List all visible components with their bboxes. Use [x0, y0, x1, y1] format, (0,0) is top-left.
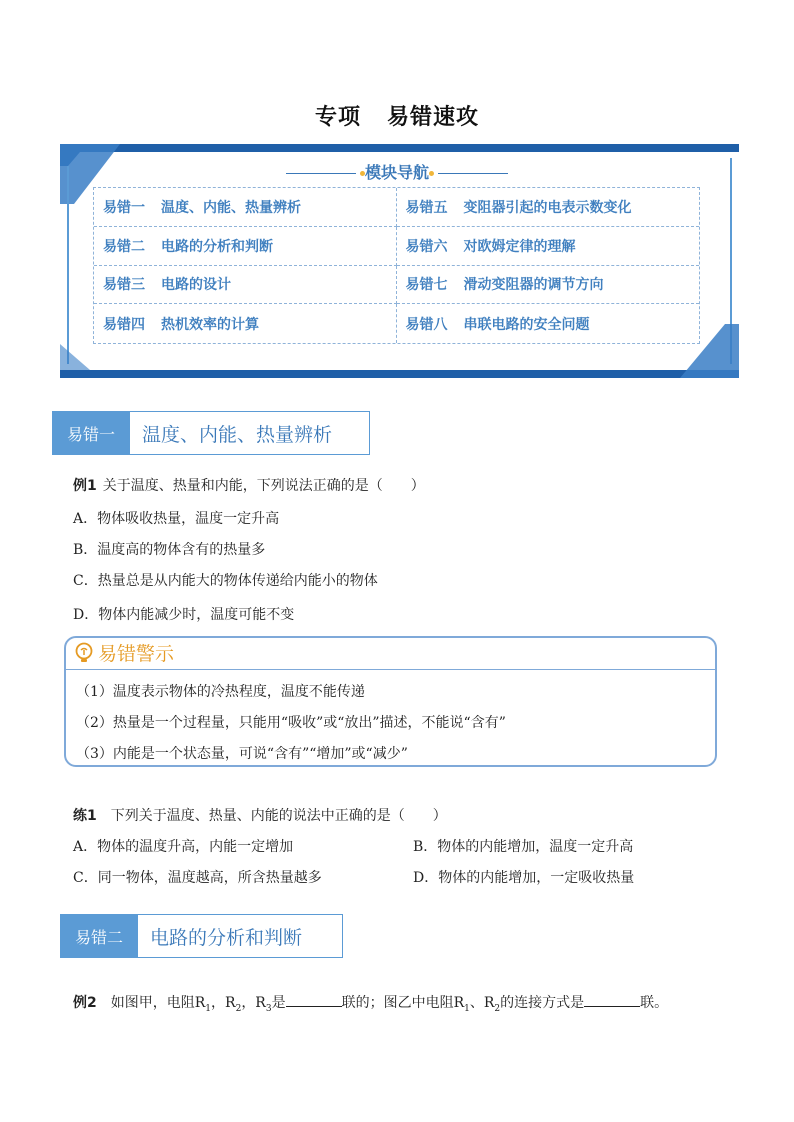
nav-item-text: 对欧姆定律的理解: [463, 238, 576, 255]
nav-item-5[interactable]: [397, 188, 700, 227]
nav-item-text: 热机效率的计算: [161, 316, 259, 333]
nav-heading-text: 模块导航: [364, 163, 429, 182]
nav-item-code: 易错六: [405, 238, 448, 255]
practice-option-c: C．同一物体，温度越高，所含热量越多: [73, 870, 322, 886]
nav-item-code: 易错八: [405, 316, 448, 333]
warning-line-2: （2）热量是一个过程量，只能用“吸收”或“放出”描述，不能说“含有”: [76, 715, 506, 731]
nav-item-3[interactable]: [94, 266, 397, 305]
q-text: ，R: [211, 995, 236, 1011]
title-right: 易错速攻: [387, 105, 480, 130]
q-text: ，R: [241, 995, 266, 1011]
section-tag: 易错一: [52, 411, 130, 455]
practice-1-question: [73, 805, 447, 825]
practice-label: 练1: [73, 808, 97, 824]
warning-line-1: （1）温度表示物体的冷热程度，温度不能传递: [76, 684, 365, 700]
q-text: 、R: [469, 995, 495, 1011]
nav-item-code: 易错五: [405, 199, 448, 216]
nav-item-text: 串联电路的安全问题: [463, 316, 590, 333]
practice-text: 下列关于温度、热量、内能的说法中正确的是（ ）: [110, 808, 447, 824]
warning-title: [74, 639, 174, 666]
option-b: B．温度高的物体含有的热量多: [73, 542, 266, 558]
example-1-question: [73, 475, 425, 495]
nav-heading: [0, 160, 794, 183]
warning-divider: [66, 669, 715, 670]
nav-table: [93, 187, 700, 344]
lightbulb-icon: [74, 642, 94, 664]
q-text: 联。: [640, 995, 669, 1011]
nav-item-7[interactable]: [397, 266, 700, 305]
answer-blank-1[interactable]: [286, 993, 342, 1007]
nav-item-4[interactable]: [94, 304, 397, 343]
q-text: 如图甲，电阻R: [110, 995, 206, 1011]
section-title: 电路的分析和判断: [138, 914, 343, 958]
example-label: 例1: [73, 478, 97, 494]
option-c: C．热量总是从内能大的物体传递给内能小的物体: [73, 573, 378, 589]
subscript: 1: [205, 1003, 212, 1014]
nav-item-code: 易错七: [405, 277, 448, 294]
nav-item-text: 温度、内能、热量辨析: [161, 199, 301, 216]
warning-line-3: （3）内能是一个状态量，可说“含有”“增加”或“减少”: [76, 746, 408, 762]
nav-item-6[interactable]: [397, 227, 700, 266]
title-left: 专项: [314, 105, 361, 130]
section-tag: 易错二: [60, 914, 138, 958]
example-2-question: [73, 992, 668, 1014]
question-text: 关于温度、热量和内能，下列说法正确的是（ ）: [102, 478, 425, 494]
nav-item-code: 易错二: [103, 238, 145, 255]
nav-item-text: 电路的分析和判断: [161, 238, 273, 255]
page-title: [0, 100, 794, 131]
nav-item-code: 易错三: [103, 277, 145, 294]
heading-line-left: [286, 173, 356, 174]
answer-blank-2[interactable]: [584, 993, 640, 1007]
example-label: 例2: [73, 995, 97, 1011]
subscript: 1: [464, 1003, 470, 1014]
q-text: 联的；图乙中电阻R: [341, 995, 465, 1011]
option-d: D．物体内能减少时，温度可能不变: [73, 607, 295, 623]
section-title: 温度、内能、热量辨析: [130, 411, 370, 455]
nav-item-code: 易错一: [103, 199, 145, 216]
practice-option-a: A．物体的温度升高，内能一定增加: [73, 839, 294, 855]
nav-item-text: 变阻器引起的电表示数变化: [463, 199, 632, 216]
nav-item-text: 滑动变阻器的调节方向: [463, 277, 604, 294]
subscript: 2: [235, 1003, 242, 1014]
subscript: 3: [265, 1003, 272, 1014]
q-text: 的连接方式是: [500, 995, 585, 1011]
nav-item-2[interactable]: [94, 227, 397, 266]
heading-line-right: [438, 173, 508, 174]
nav-item-8[interactable]: [397, 304, 700, 343]
practice-option-d: D．物体的内能增加，一定吸收热量: [413, 870, 635, 886]
option-a: A．物体吸收热量，温度一定升高: [73, 511, 280, 527]
subscript: 2: [494, 1003, 501, 1014]
nav-item-text: 电路的设计: [161, 277, 231, 294]
nav-item-1[interactable]: [94, 188, 397, 227]
q-text: 是: [271, 995, 286, 1011]
practice-option-b: B．物体的内能增加，温度一定升高: [413, 839, 634, 855]
warning-title-text: 易错警示: [98, 643, 175, 665]
nav-item-code: 易错四: [103, 316, 145, 333]
heading-dot-right: [429, 171, 434, 176]
